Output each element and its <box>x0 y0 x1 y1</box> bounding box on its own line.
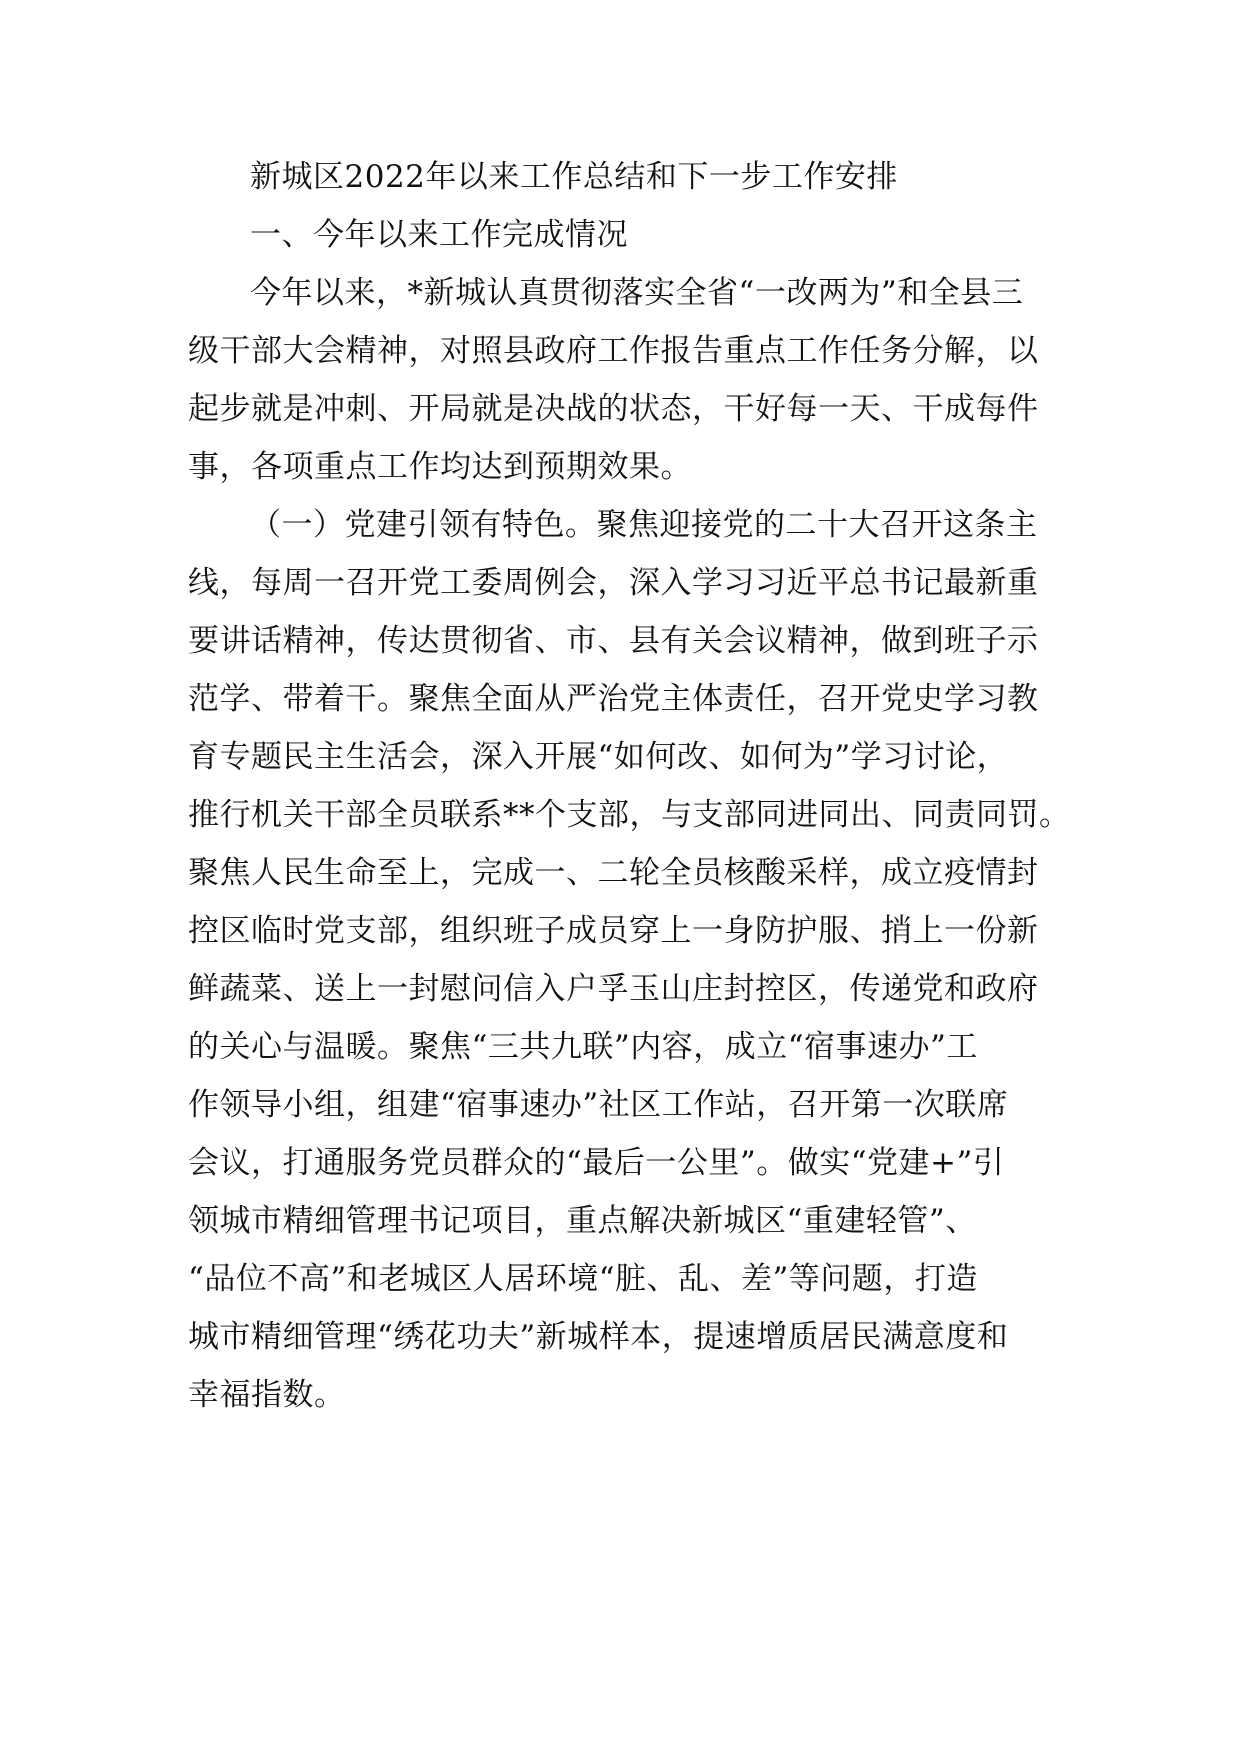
section-heading: 一、今年以来工作完成情况 <box>250 217 628 253</box>
paragraph-line: 鲜蔬菜、送上一封慰问信入户孚玉山庄封控区，传递党和政府 <box>188 971 1039 1007</box>
paragraph-line: 幸福指数。 <box>188 1377 346 1413</box>
paragraph-line: 的关心与温暖。聚焦“三共九联”内容，成立“宿事速办”工 <box>188 1029 978 1065</box>
paragraph-line: （一）党建引领有特色。聚焦迎接党的二十大召开这条主 <box>250 507 1038 543</box>
paragraph-line: 起步就是冲刺、开局就是决战的状态，干好每一天、干成每件 <box>188 391 1039 427</box>
paragraph-line: 范学、带着干。聚焦全面从严治党主体责任，召开党史学习教 <box>188 681 1039 717</box>
paragraph-line: 今年以来，*新城认真贯彻落实全省“一改两为”和全县三 <box>250 275 1024 311</box>
paragraph-line: 城市精细管理“绣花功夫”新城样本，提速增质居民满意度和 <box>188 1319 1009 1355</box>
paragraph-line: 线，每周一召开党工委周例会，深入学习习近平总书记最新重 <box>188 565 1039 601</box>
document-title: 新城区2022年以来工作总结和下一步工作安排 <box>250 159 898 195</box>
paragraph-line: 领城市精细管理书记项目，重点解决新城区“重建轻管”、 <box>188 1203 977 1239</box>
paragraph-line: “品位不高”和老城区人居环境“脏、乱、差”等问题，打造 <box>188 1261 978 1297</box>
paragraph-line: 聚焦人民生命至上，完成一、二轮全员核酸采样，成立疫情封 <box>188 855 1039 891</box>
paragraph-line: 要讲话精神，传达贯彻省、市、县有关会议精神，做到班子示 <box>188 623 1039 659</box>
paragraph-line: 作领导小组，组建“宿事速办”社区工作站，召开第一次联席 <box>188 1087 1009 1123</box>
paragraph-line: 会议，打通服务党员群众的“最后一公里”。做实“党建+”引 <box>188 1145 1005 1181</box>
paragraph-line: 推行机关干部全员联系**个支部，与支部同进同出、同责同罚。 <box>188 797 1071 833</box>
paragraph-line: 级干部大会精神，对照县政府工作报告重点工作任务分解，以 <box>188 333 1039 369</box>
paragraph-line: 控区临时党支部，组织班子成员穿上一身防护服、捎上一份新 <box>188 913 1039 949</box>
paragraph-line: 育专题民主生活会，深入开展“如何改、如何为”学习讨论， <box>188 739 1009 775</box>
paragraph-line: 事，各项重点工作均达到预期效果。 <box>188 449 692 485</box>
